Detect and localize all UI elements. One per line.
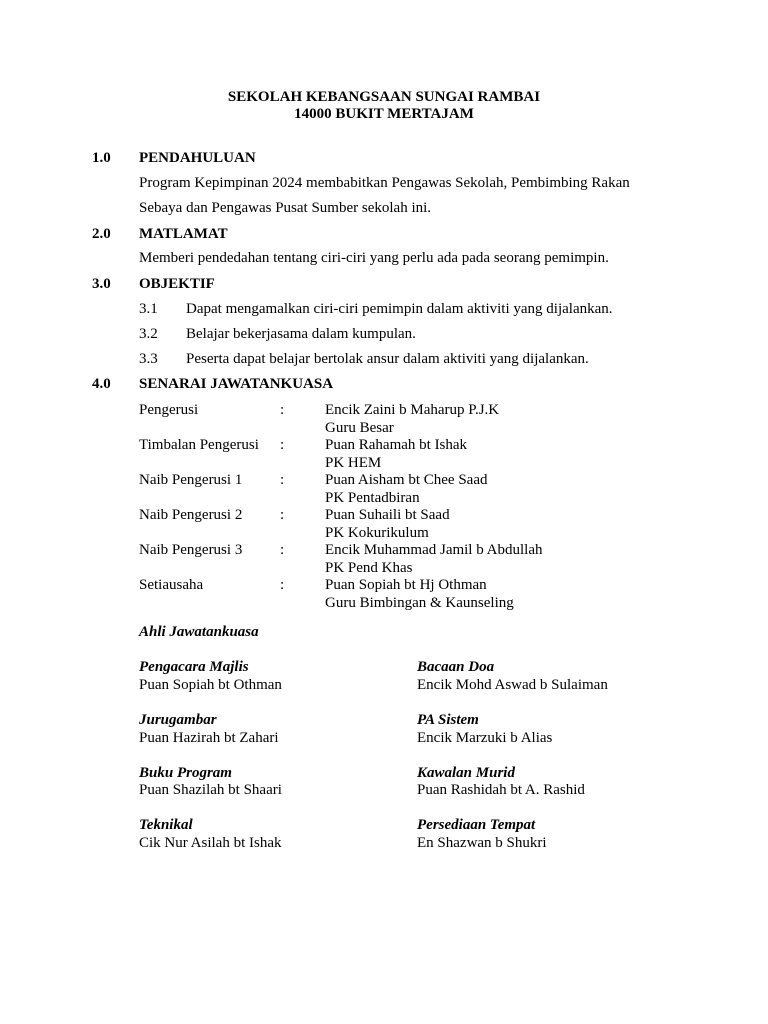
- duty-title: Kawalan Murid: [417, 765, 515, 781]
- committee-role: Naib Pengerusi 2: [139, 507, 243, 523]
- duty-person: Encik Mohd Aswad b Sulaiman: [417, 677, 608, 693]
- committee-colon: :: [280, 437, 285, 453]
- duty-title: PA Sistem: [417, 712, 479, 728]
- duty-person: Puan Hazirah bt Zahari: [139, 730, 279, 746]
- committee-colon: :: [280, 472, 285, 488]
- section-title: OBJEKTIF: [139, 276, 215, 292]
- committee-position: PK Kokurikulum: [325, 524, 429, 541]
- section-title: MATLAMAT: [139, 226, 228, 242]
- committee-name: Puan Aisham bt Chee Saad: [325, 472, 488, 488]
- duty-title: Teknikal: [139, 817, 193, 833]
- duty-person: Encik Marzuki b Alias: [417, 730, 553, 746]
- committee-name: Puan Rahamah bt Ishak: [325, 437, 468, 453]
- duty-person: Cik Nur Asilah bt Ishak: [139, 835, 282, 851]
- school-address: 14000 BUKIT MERTAJAM: [294, 106, 474, 122]
- committee-position: Guru Besar: [325, 419, 394, 436]
- matlamat-text: Memberi pendedahan tentang ciri-ciri yang perlu ada pada seorang pemimpin.: [139, 250, 609, 266]
- duty-person: Puan Sopiah bt Othman: [139, 677, 282, 693]
- committee-name: Puan Suhaili bt Saad: [325, 507, 450, 523]
- duty-title: Bacaan Doa: [417, 659, 495, 675]
- duty-title: Pengacara Majlis: [139, 659, 249, 675]
- committee-colon: :: [280, 507, 285, 523]
- section-title: PENDAHULUAN: [139, 150, 256, 166]
- committee-position: Guru Bimbingan & Kaunseling: [325, 594, 514, 611]
- school-name: SEKOLAH KEBANGSAAN SUNGAI RAMBAI: [227, 89, 541, 105]
- committee-role: Timbalan Pengerusi: [139, 437, 259, 453]
- pendahuluan-line-2: Sebaya dan Pengawas Pusat Sumber sekolah ini.: [139, 200, 432, 216]
- committee-name: Encik Muhammad Jamil b Abdullah: [325, 542, 543, 558]
- objective-number: 3.3: [139, 351, 158, 367]
- duty-person: Puan Shazilah bt Shaari: [139, 782, 282, 798]
- committee-role: Naib Pengerusi 1: [139, 472, 243, 488]
- section-number: 2.0: [92, 226, 111, 242]
- committee-role: Pengerusi: [139, 402, 199, 418]
- duty-person: En Shazwan b Shukri: [417, 835, 547, 851]
- committee-colon: :: [280, 402, 285, 418]
- objective-number: 3.1: [139, 301, 158, 317]
- duty-title: Buku Program: [139, 765, 232, 781]
- pendahuluan-line-1: Program Kepimpinan 2024 membabitkan Pengawas Sekolah, Pembimbing Rakan: [139, 175, 630, 191]
- committee-position: PK Pend Khas: [325, 559, 413, 576]
- committee-role: Naib Pengerusi 3: [139, 542, 243, 558]
- objective-text: Peserta dapat belajar bertolak ansur dalam aktiviti yang dijalankan.: [186, 351, 589, 367]
- committee-name: Encik Zaini b Maharup P.J.K: [325, 402, 500, 418]
- objective-text: Dapat mengamalkan ciri-ciri pemimpin dalam aktiviti yang dijalankan.: [186, 301, 613, 317]
- committee-colon: :: [280, 542, 285, 558]
- committee-colon: :: [280, 577, 285, 593]
- duty-person: Puan Rashidah bt A. Rashid: [417, 782, 585, 798]
- objective-number: 3.2: [139, 326, 158, 342]
- duty-title: Jurugambar: [139, 712, 217, 728]
- section-number: 4.0: [92, 376, 111, 392]
- section-number: 1.0: [92, 150, 111, 166]
- objective-text: Belajar bekerjasama dalam kumpulan.: [186, 326, 416, 342]
- duty-title: Persediaan Tempat: [417, 817, 536, 833]
- committee-role: Setiausaha: [139, 577, 204, 593]
- committee-position: PK HEM: [325, 454, 382, 471]
- committee-position: PK Pentadbiran: [325, 489, 420, 506]
- section-number: 3.0: [92, 276, 111, 292]
- committee-name: Puan Sopiah bt Hj Othman: [325, 577, 487, 593]
- section-title: SENARAI JAWATANKUASA: [139, 376, 334, 392]
- ahli-jawatankuasa-heading: Ahli Jawatankuasa: [139, 624, 259, 640]
